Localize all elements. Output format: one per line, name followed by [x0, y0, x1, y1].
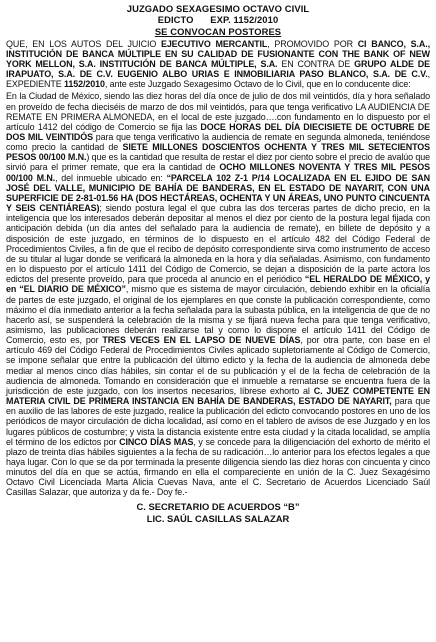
- notice-header: [6, 3, 430, 38]
- body-text-run: , y se concede para la diligenciación del exhorto de mérito el plazo de treinta días hábiles siguientes a la fecha de su radicación…lo anterior para los efectos legales a que haya lugar. Con lo que se da por terminada la presente diligencia siendo las diez horas con cincuenta y cinco minutos del día en que se actúa, firmando en ella el compareciente en unión de la C. Juez Sexagésimo Octavo Civil Licenciada Marta Alicia Cuevas Nava, ante el C. Secretario de Acuerdos Licenciado Saúl Casillas Salazar, que autoriza y da fe.- Doy fe.-: [6, 436, 430, 498]
- lead-text-run: , PROMOVIDO POR: [267, 38, 358, 49]
- edict-line: [6, 14, 430, 25]
- body-bold-run: SIETE MILLONES DOSCIENTOS OCHENTA Y TRES MIL SETECIENTOS PESOS 00/100 M.N.: [6, 142, 430, 163]
- body-text-run: ) que es la cantidad que resulta de restar el diez por ciento sobre el precio de avalúo que sirvió para el primer remate, que era la cantidad de: [6, 152, 430, 173]
- lead-text-run: , ante este Juzgado Sexagesimo Octavo de lo Civil, que en lo conducente dice:: [104, 79, 411, 90]
- call-for-bidders: SE CONVOCAN POSTORES: [154, 26, 282, 38]
- lead-text-run: QUE, EN LOS AUTOS DEL JUICIO: [6, 38, 161, 49]
- lead-bold-run: 1152/2010: [64, 79, 105, 90]
- lead-paragraph: [6, 39, 430, 90]
- body-bold-run: OCHO MILLONES NOVENTA Y TRES MIL PESOS 00/100 M.N.: [6, 162, 430, 183]
- body-bold-run: C. JUEZ COMPETENTE EN MATERIA CIVIL DE PRIMERA INSTANCIA EN BAHÍA DE BANDERAS, ESTADO DE NAYARIT,: [6, 385, 430, 407]
- lead-text-run: EN CONTRA DE: [277, 58, 355, 69]
- court-name: JUZGADO SEXAGESIMO OCTAVO CIVIL: [126, 3, 310, 14]
- body-text-run: para que tenga verificativo la audiencia de remate en segunda almoneda, teniéndose como precio la cantidad de: [6, 132, 431, 153]
- body-bold-run: “EL HERALDO DE MÉXICO, y en “EL DIARIO DE MÉXICO”: [6, 274, 430, 295]
- body-bold-run: “PARCELA 102 Z-1 P/14 LOCALIZADA EN EL EJIDO DE SAN JOSÉ DEL VALLE, MUNICIPIO DE BAHÍA DE BANDERAS, EN EL ESTADO DE NAYARIT, CON UNA SUPERFICIE DE 2-81-01.56 HA (DOS HECTÁREAS, OCHENTA Y UN ÁREAS, UNO PUNTO CINCUENTA Y SEIS CENTIÁREAS): [6, 172, 430, 214]
- signature-name: LIC. SAÚL CASILLAS SALAZAR: [146, 512, 290, 524]
- body-paragraph: [6, 91, 430, 497]
- lead-bold-run: CI BANCO, S.A., INSTITUCIÓN DE BANCA MÚLTIPLE EN SU CALIDAD DE FUSIONANTE CON THE BANK OF NEW YORK MELLON, S.A. INSTITUCIÓN DE BANCA MÚLTIPLE, S.A.: [6, 38, 430, 69]
- body-text-run: En la Ciudad de México, siendo las diez horas del día once de julio de dos mil veintidós, día y hora señalado en proveído de fecha dieciséis de marzo de dos mil veintidós, para que tenga verificativo LA AUDIENCIA DE REMATE EN PRIMERA ALMONEDA, en el local de este juzgado….con fundamento en lo dispuesto por el artículo 1412 del código de Comercio se fija las: [6, 91, 430, 132]
- file-number: EXP. 1152/2010: [210, 14, 279, 26]
- body-text-run: , del inmueble ubicado en:: [55, 172, 167, 183]
- body-text-run: para que en auxilio de las labores de este juzgado, realice la publicación del edicto convocando postores en uno de los periódicos de mayor circulación de dicha localidad, así como en el tablero de avisos de ese Juzgado y en los lugares públicos de costumbre; y vista la distancia existente entre esta ciudad y la citada localidad, se amplía el término de los edictos por: [6, 396, 430, 447]
- lead-bold-run: EJECUTIVO MERCANTIL: [160, 38, 268, 49]
- signature-title: C. SECRETARIO DE ACUERDOS “B”: [136, 500, 300, 512]
- body-text-run: , por otra parte, con base en el artículo 469 del Código Federal de Procedimientos Civiles aplicado supletoriamente al Código de Comercio, se impone señalar que entre la publicación del último edicto y la fecha de la audiencia de almoneda debe mediar al menos cinco días hábiles, sin contar el de su publicación y el de la fecha de celebración de la audiencia de almoneda. Tomando en consideración que el inmueble a rematarse se encuentra fuera de la jurisdicción de este juzgado, con los insertos necesarios, líbrese exhorto al: [6, 335, 431, 396]
- edict-title: EDICTO: [157, 14, 194, 26]
- body-text-run: ; siendo postura legal el que cubra las dos terceras partes de dicho precio, en la inteligencia que los interesados deberán depositar al menos el diez por ciento de la postura legal fijada con anticipación debida (un día antes del señalado para la audiencia de remate), en billete de depósito y a disposición de este juzgado, en términos de lo dispuesto en el artículo 482 del Código Federal de Procedimientos Civiles, a fin de que el recibo de depósito correspondiente sirva como instrumento de acceso de su titular al lugar donde se verificará la almoneda en la hora y día señaladas. Asimismo, con fundamento en lo dispuesto por el artículo 1411 del Código de Comercio, se dejan a disposición de la parte actora los edictos del presente proveído, para que proceda al anuncio en el periódico: [6, 203, 430, 285]
- lead-text-run: , EXPEDIENTE: [6, 69, 430, 90]
- signature-block: [6, 501, 430, 525]
- body-text-run: , mismo que es sistema de mayor circulación, debiendo exhibir en la oficialía de partes de este juzgado, el original de los ejemplares en que conste la publicación correspondiente, como máximo el día inmediato anterior a la fecha señalada para la subasta pública, en la inteligencia de que de no hacerlo así, se suspenderá la celebración de la misma y se fijará nueva fecha para que tenga verificativo, asimismo, las publicaciones deberán realizarse tal y como lo dispone el artículo 1411 del Código de Comercio, esto es, por: [6, 284, 430, 346]
- body-bold-run: CINCO DÍAS MAS: [119, 436, 194, 447]
- body-bold-run: DOCE HORAS DEL DÍA DIECISIETE DE OCTUBRE DE DOS MIL VEINTIDÓS: [6, 121, 430, 143]
- body-bold-run: TRES VECES EN EL LAPSO DE NUEVE DÍAS: [102, 335, 301, 346]
- lead-bold-run: GRUPO ALDE DE IRAPUATO, S.A. DE C.V. EUGENIO ALBO URIAS E INMOBILIARIA PASO BLANCO, S.A. DE C.V.: [6, 58, 431, 80]
